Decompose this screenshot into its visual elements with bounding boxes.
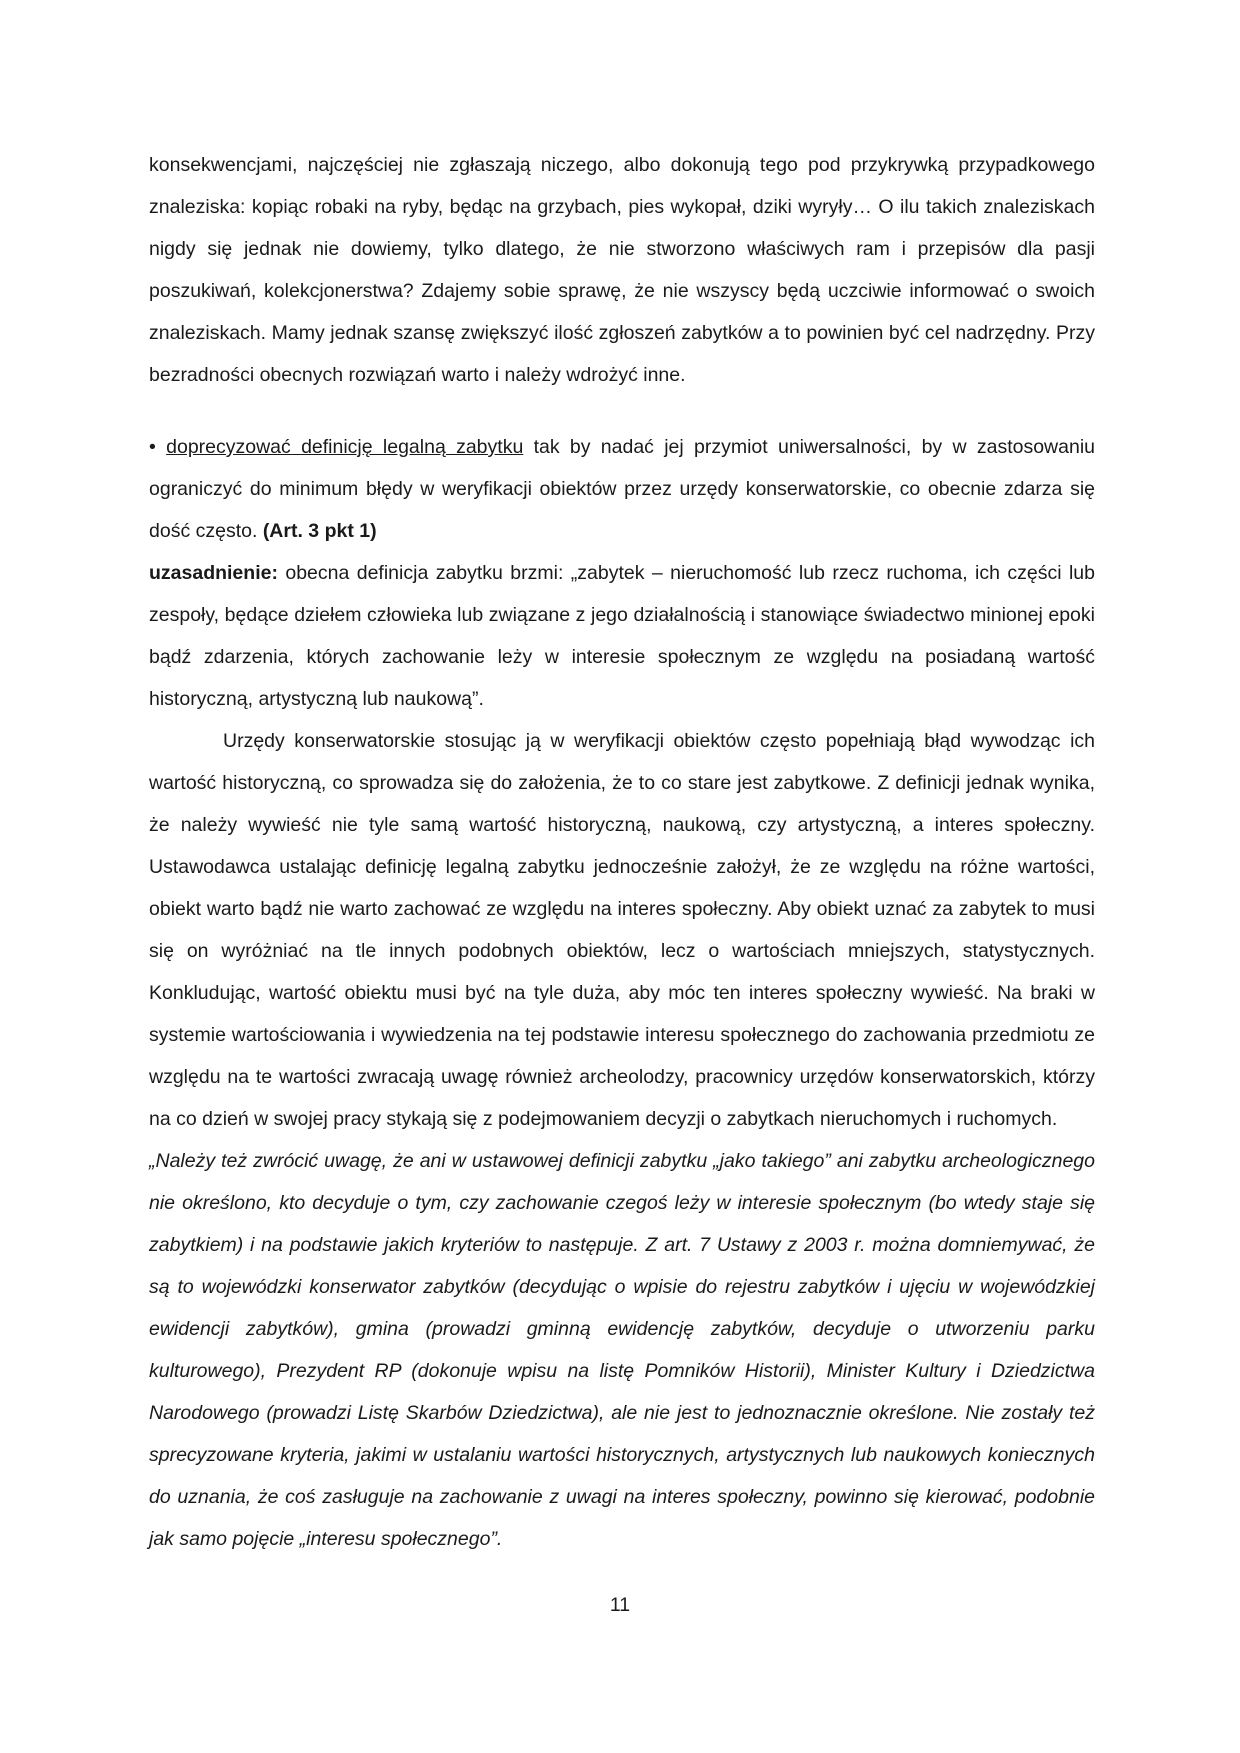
body-paragraph-2: Urzędy konserwatorskie stosując ją w weryfikacji obiektów często popełniają błąd wywodząc ich wartość historyczną, co sprowadza się do założenia, że to co stare jest zabytkowe. Z definicji jednak wynika, że należy wywieść nie tyle samą wartość historyczną, naukową, czy artystyczną, a interes społeczny. Ustawodawca ustalając definicję legalną zabytku jednocześnie założył, że ze względu na różne wartości, obiekt warto bądź nie warto zachować ze względu na interes społeczny. Aby obiekt uznać za zabytek to musi się on wyróżniać na tle innych podobnych obiektów, lecz o wartościach mniejszych, statystycznych. Konkludując, wartość obiektu musi być na tyle duża, aby móc ten interes społeczny wywieść. Na braki w systemie wartościowania i wywiedzenia na tej podstawie interesu społecznego do zachowania przedmiotu ze względu na te wartości zwracają uwagę również archeolodzy, pracownicy urzędów konserwatorskich, którzy na co dzień w swojej pracy stykają się z podejmowaniem decyzji o zabytkach nieruchomych i ruchomych.	[149, 730, 1095, 1130]
justification-label: uzasadnienie:	[149, 562, 278, 584]
body-paragraph-1: konsekwencjami, najczęściej nie zgłaszają niczego, albo dokonują tego pod przykrywką przypadkowego znaleziska: kopiąc robaki na ryby, będąc na grzybach, pies wykopał, dziki wyryły… O ilu takich znaleziskach nigdy się jednak nie dowiemy, tylko dlatego, że nie stworzono właściwych ram i przepisów dla pasji poszukiwań, kolekcjonerstwa? Zdajemy sobie sprawę, że nie wszyscy będą uczciwie informować o swoich znaleziskach. Mamy jednak szansę zwiększyć ilość zgłoszeń zabytków a to powinien być cel nadrzędny. Przy bezradności obecnych rozwiązań warto i należy wdrożyć inne.	[149, 154, 1095, 386]
article-reference: (Art. 3 pkt 1)	[262, 520, 377, 542]
justification-text: obecna definicja zabytku brzmi: „zabytek – nieruchomość lub rzecz ruchoma, ich części lub zespoły, będące dziełem człowieka lub związane z jego działalnością i stanowiące świadectwo minionej epoki bądź zdarzenia, których zachowanie leży w interesie społecznym ze względu na posiadaną wartość historyczną, artystyczną lub naukową”.	[149, 562, 1095, 710]
justification-paragraph	[149, 552, 1095, 720]
bullet-text: tak by nadać jej przymiot uniwersalności, by w zastosowaniu ograniczyć do minimum błędy w weryfikacji obiektów przez urzędy konserwatorskie, co obecnie zdarza się dość często.	[149, 436, 1095, 542]
quoted-passage: „Należy też zwrócić uwagę, że ani w ustawowej definicji zabytku „jako takiego” ani zabytku archeologicznego nie określono, kto decyduje o tym, czy zachowanie czegoś leży w interesie społecznym (bo wtedy staje się zabytkiem) i na podstawie jakich kryteriów to następuje. Z art. 7 Ustawy z 2003 r. można domniemywać, że są to wojewódzki konserwator zabytków (decydując o wpisie do rejestru zabytków i ujęciu w wojewódzkiej ewidencji zabytków), gmina (prowadzi gminną ewidencję zabytków, decyduje o utworzeniu parku kulturowego), Prezydent RP (dokonuje wpisu na listę Pomników Historii), Minister Kultury i Dziedzictwa Narodowego (prowadzi Listę Skarbów Dziedzictwa), ale nie jest to jednoznacznie określone. Nie zostały też sprecyzowane kryteria, jakimi w ustalaniu wartości historycznych, artystycznych lub naukowych koniecznych do uznania, że coś zasługuje na zachowanie z uwagi na interes społeczny, powinno się kierować, podobnie jak samo pojęcie „interesu społecznego”.	[149, 1150, 1095, 1550]
page-number: 11	[609, 1594, 631, 1616]
document-page	[149, 144, 1095, 1560]
bullet-item	[149, 426, 1095, 552]
bullet-marker: •	[149, 436, 156, 458]
bullet-underlined-phrase: doprecyzować definicję legalną zabytku	[166, 436, 524, 458]
